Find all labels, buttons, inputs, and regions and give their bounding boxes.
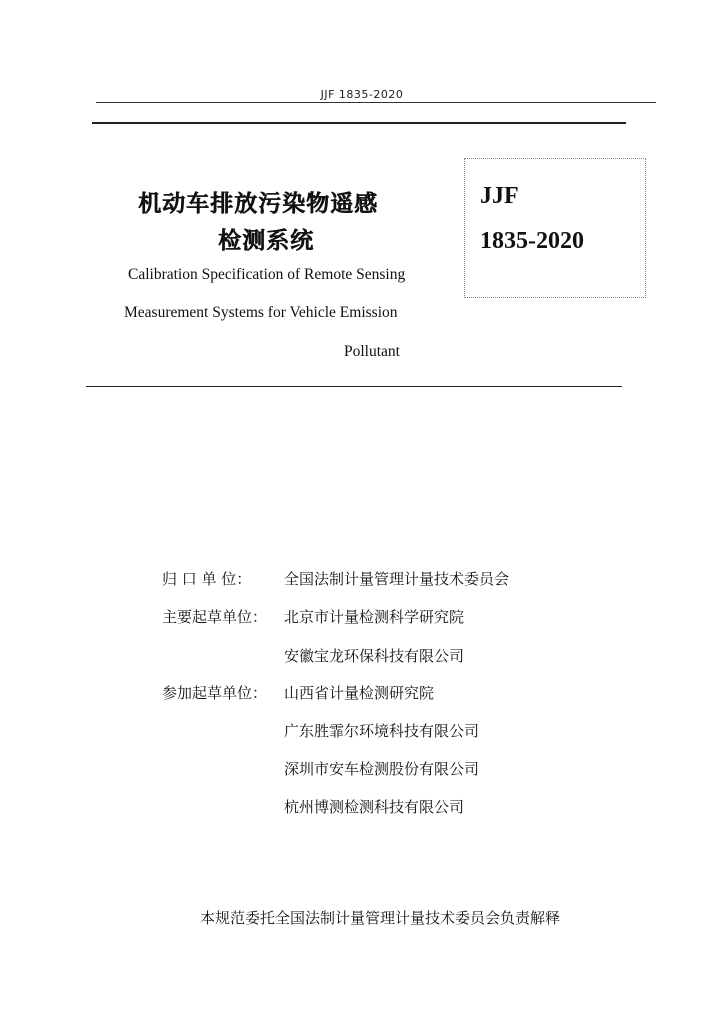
specification-code-prefix: JJF — [480, 183, 519, 209]
organization-role-label: 参加起草单位： — [162, 684, 268, 702]
header-rule — [96, 102, 656, 103]
title-english-line-2: Measurement Systems for Vehicle Emission — [124, 304, 398, 321]
title-english-line-3: Pollutant — [344, 343, 400, 360]
organization-name: 深圳市安车检测股份有限公司 — [284, 760, 480, 778]
organization-name: 山西省计量检测研究院 — [284, 684, 435, 702]
organization-role-label: 归 口 单 位： — [162, 570, 252, 588]
organization-role-label: 主要起草单位： — [162, 608, 268, 626]
title-chinese-line-1: 机动车排放污染物遥感 — [138, 191, 378, 217]
organization-name: 全国法制计量管理计量技术委员会 — [284, 570, 510, 588]
title-bottom-rule — [86, 386, 622, 387]
title-chinese-line-2: 检测系统 — [218, 228, 314, 254]
running-header: JJF 1835-2020 — [320, 88, 404, 101]
organization-name: 杭州博测检测科技有限公司 — [284, 798, 465, 816]
organization-name: 安徽宝龙环保科技有限公司 — [284, 647, 465, 665]
organization-name: 北京市计量检测科学研究院 — [284, 608, 465, 626]
title-english-line-1: Calibration Specification of Remote Sensing — [128, 266, 406, 283]
specification-code-number: 1835-2020 — [480, 228, 584, 254]
interpretation-note: 本规范委托全国法制计量管理计量技术委员会负责解释 — [200, 909, 561, 927]
title-top-rule — [92, 122, 626, 124]
organization-name: 广东胜霏尔环境科技有限公司 — [284, 722, 480, 740]
